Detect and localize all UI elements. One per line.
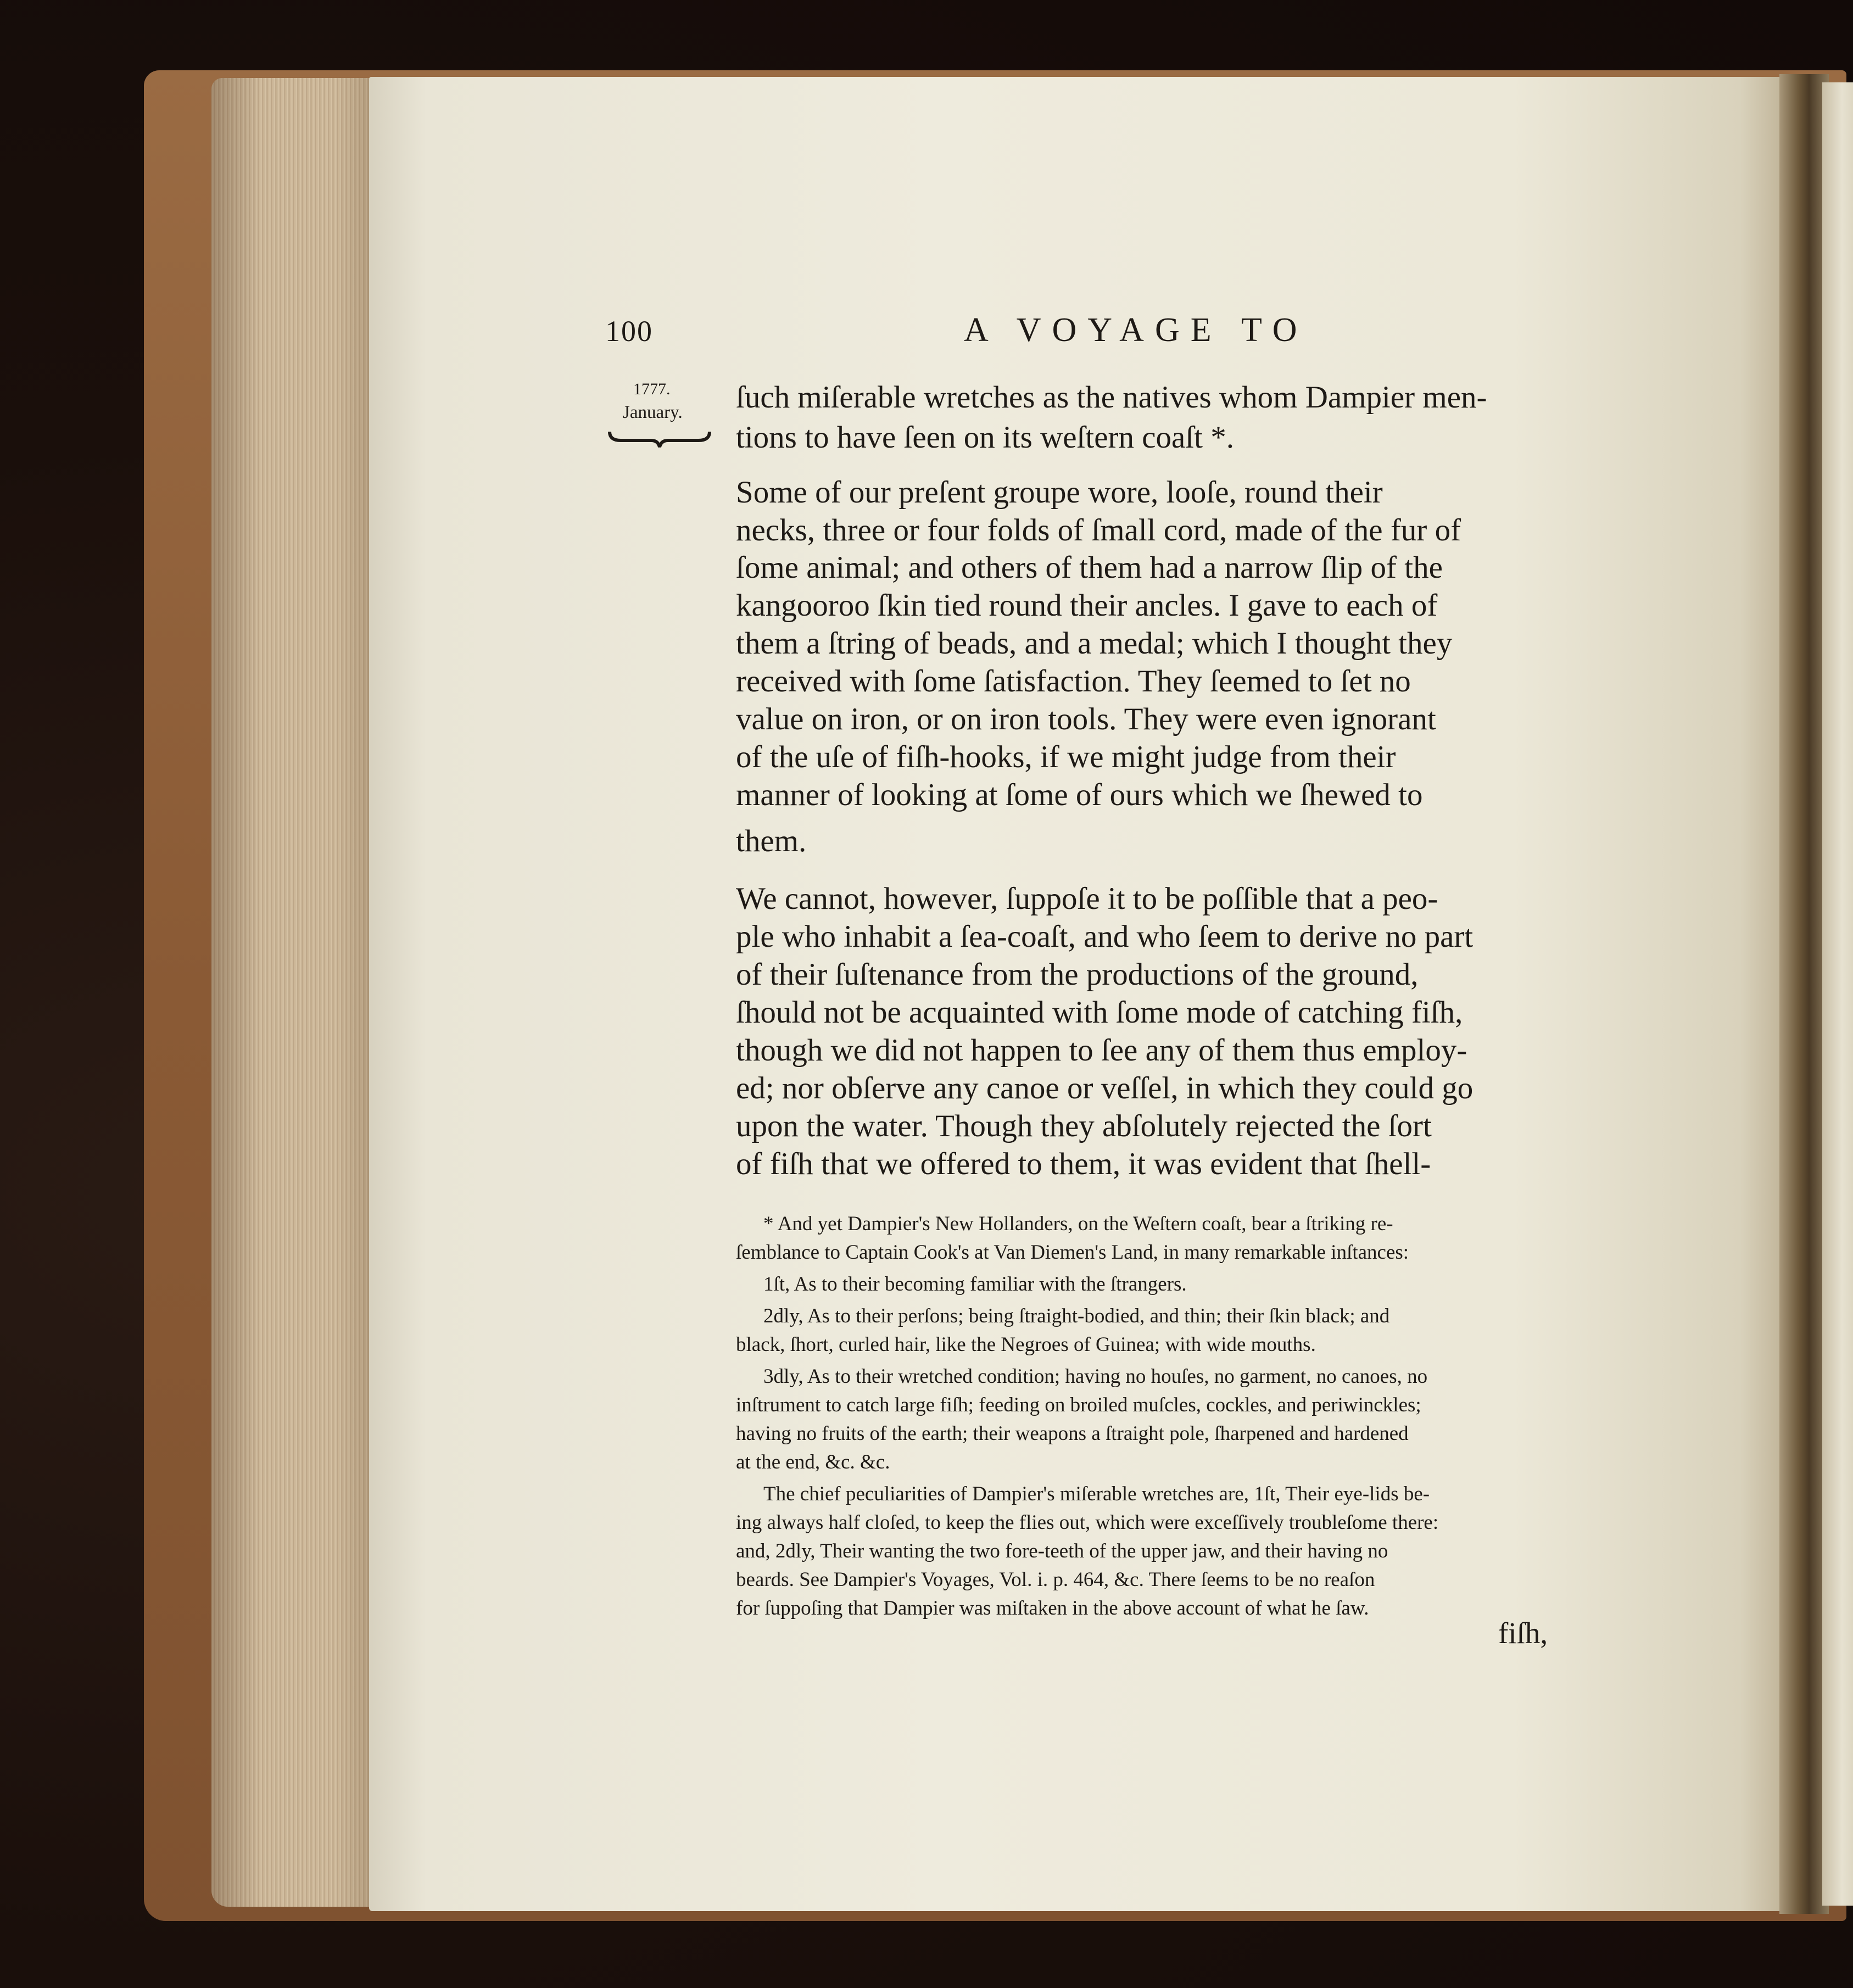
book-page: [369, 77, 1797, 1911]
footnote-line: 3dly, As to their wretched condition; having no houſes, no garment, no canoes, no: [763, 1365, 1428, 1388]
facing-page-edge: [1822, 82, 1853, 1906]
catchword: fiſh,: [1498, 1616, 1548, 1650]
book-gutter: [1779, 74, 1829, 1914]
footnote-line: ing always half cloſed, to keep the flies out, which were exceſſively troubleſome there:: [736, 1511, 1439, 1534]
body-line: them a ſtring of beads, and a medal; which I thought they: [736, 626, 1453, 661]
footnote-line: inſtrument to catch large fiſh; feeding on broiled muſcles, cockles, and periwinckles;: [736, 1394, 1421, 1416]
margin-month: January.: [623, 403, 683, 422]
body-line: kangooroo ſkin tied round their ancles. I gave to each of: [736, 588, 1438, 623]
body-line: of fiſh that we offered to them, it was evident that ſhell-: [736, 1147, 1431, 1181]
footnote-line: 2dly, As to their perſons; being ſtraight-bodied, and thin; their ſkin black; and: [763, 1305, 1390, 1327]
body-line: ple who inhabit a ſea-coaſt, and who ſeem to derive no part: [736, 919, 1474, 954]
margin-year: 1777.: [633, 380, 671, 398]
running-title: A VOYAGE TO: [964, 311, 1308, 349]
body-line: though we did not happen to ſee any of them thus employ-: [736, 1033, 1467, 1068]
body-line: upon the water. Though they abſolutely rejected the ſort: [736, 1109, 1432, 1143]
body-line: value on iron, or on iron tools. They were even ignorant: [736, 702, 1436, 736]
footnote-line: 1ſt, As to their becoming familiar with the ſtrangers.: [763, 1273, 1187, 1295]
footnote-line: and, 2dly, Their wanting the two fore-teeth of the upper jaw, and their having no: [736, 1540, 1388, 1562]
body-line: of the uſe of fiſh-hooks, if we might judge from their: [736, 740, 1396, 774]
footnote-line: black, ſhort, curled hair, like the Negroes of Guinea; with wide mouths.: [736, 1333, 1316, 1356]
margin-brace: [607, 427, 712, 449]
footnote-line: * And yet Dampier's New Hollanders, on the Weſtern coaſt, bear a ſtriking re-: [763, 1213, 1393, 1235]
body-line: ſuch miſerable wretches as the natives whom Dampier men-: [736, 380, 1487, 415]
body-line: ed; nor obſerve any canoe or veſſel, in which they could go: [736, 1071, 1474, 1105]
body-line: of their ſuſtenance from the productions of the ground,: [736, 957, 1419, 992]
footnote-line: for ſuppoſing that Dampier was miſtaken in the above account of what he ſaw.: [736, 1597, 1369, 1620]
footnote-line: at the end, &c. &c.: [736, 1451, 890, 1473]
body-line: ſhould not be acquainted with ſome mode of catching fiſh,: [736, 995, 1463, 1030]
body-line: them.: [736, 824, 807, 858]
page-number: 100: [605, 315, 653, 348]
page-edges-shade: [211, 78, 376, 1907]
body-line: ſome animal; and others of them had a narrow ſlip of the: [736, 550, 1443, 585]
footnote-line: beards. See Dampier's Voyages, Vol. i. p. 464, &c. There ſeems to be no reaſon: [736, 1568, 1375, 1591]
footnote-line: having no fruits of the earth; their weapons a ſtraight pole, ſharpened and hardened: [736, 1422, 1409, 1445]
body-line: necks, three or four folds of ſmall cord, made of the fur of: [736, 513, 1461, 548]
body-line: We cannot, however, ſuppoſe it to be poſſible that a peo-: [736, 881, 1438, 916]
footnote-line: ſemblance to Captain Cook's at Van Diemen's Land, in many remarkable inſtances:: [736, 1241, 1409, 1264]
footnote-line: The chief peculiarities of Dampier's miſerable wretches are, 1ſt, Their eye-lids be-: [763, 1483, 1430, 1505]
body-line: manner of looking at ſome of ours which we ſhewed to: [736, 778, 1423, 812]
body-line: Some of our preſent groupe wore, looſe, round their: [736, 475, 1383, 510]
body-line: received with ſome ſatisfaction. They ſeemed to ſet no: [736, 664, 1411, 699]
body-line: tions to have ſeen on its weſtern coaſt *.: [736, 420, 1235, 455]
